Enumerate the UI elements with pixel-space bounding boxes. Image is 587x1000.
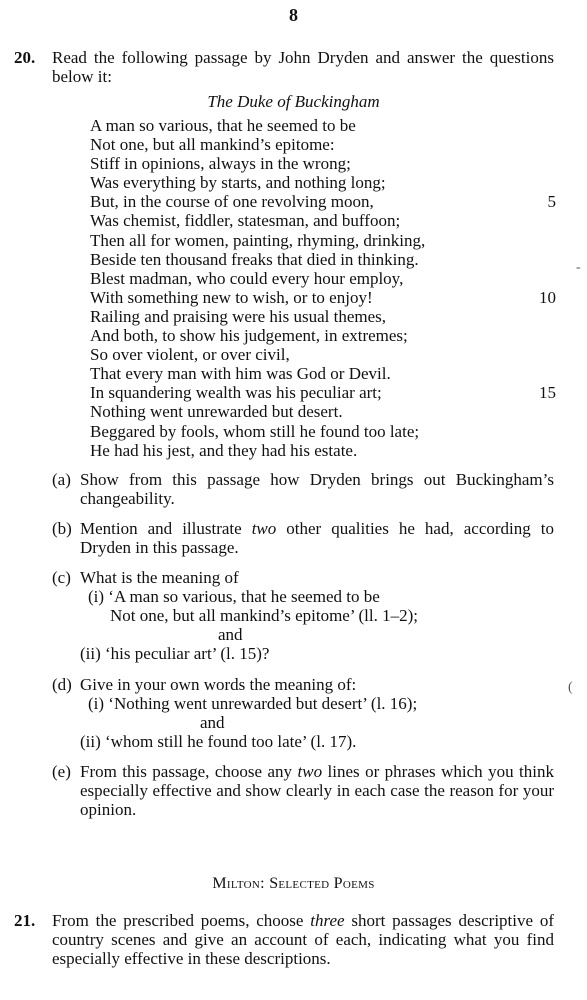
poem-line (90, 269, 556, 288)
poem-line (90, 326, 556, 345)
subquestion-text: Show from this passage how Dryden brings out Buckingham’s changeability. (80, 470, 554, 508)
poem-line-text: With something new to wish, or to enjoy! (90, 287, 373, 307)
subquestion-label: (b) (52, 519, 72, 538)
poem-line-text: Was chemist, fiddler, statesman, and buffoon; (90, 211, 401, 231)
poem-line (90, 383, 556, 402)
line-number: 10 (539, 287, 556, 307)
question-20-prompt: Read the following passage by John Dryden and answer the questions below it: (52, 48, 554, 86)
subquestion-item: (i) ‘Nothing went unrewarded but desert’ (l. 16); (88, 694, 418, 713)
poem-line (90, 192, 556, 211)
subquestion-label: (c) (52, 568, 71, 587)
poem-line-text: Railing and praising were his usual themes, (90, 306, 387, 326)
poem-line-text: Then all for women, painting, rhyming, drinking, (90, 230, 426, 250)
subquestion-label: (d) (52, 675, 72, 694)
poem-line-text: And both, to show his judgement, in extremes; (90, 326, 408, 346)
question-21-number: 21. (14, 911, 36, 930)
poem-line-text: He had his jest, and they had his estate. (90, 440, 358, 460)
poem-title: The Duke of Buckingham (207, 92, 380, 111)
subquestion-d (52, 675, 554, 751)
poem-line (90, 364, 556, 383)
poem-line (90, 116, 556, 135)
poem-line (90, 173, 556, 192)
poem-line-text: Stiff in opinions, always in the wrong; (90, 154, 351, 174)
poem (90, 116, 556, 460)
question-21-text: From the prescribed poems, choose three short passages descriptive of country scenes and give an account of each, indicating what you find especially effective in these descriptions. (52, 911, 554, 968)
poem-line (90, 307, 556, 326)
section-title: Milton: Selected Poems (212, 875, 375, 892)
subquestion-e (52, 762, 554, 819)
poem-line (90, 441, 556, 460)
conjunction: and (200, 713, 225, 732)
line-number: 15 (539, 383, 556, 403)
poem-line (90, 231, 556, 250)
poem-line (90, 250, 556, 269)
subquestion-item-cont: Not one, but all mankind’s epitome’ (ll. 1–2); (110, 606, 418, 625)
poem-line (90, 422, 556, 441)
subquestion-a (52, 470, 554, 508)
subquestion-item: (ii) ‘whom still he found too late’ (l. 17). (80, 732, 357, 751)
poem-line-text: Beside ten thousand freaks that died in thinking. (90, 249, 419, 269)
subquestion-item: (i) ‘A man so various, that he seemed to be (88, 587, 380, 606)
subquestion-item: (ii) ‘his peculiar art’ (l. 15)? (80, 644, 270, 663)
page-number: 8 (289, 5, 298, 25)
conjunction: and (218, 625, 243, 644)
line-number: 5 (547, 192, 556, 212)
subquestion-c (52, 568, 554, 663)
poem-line-text: In squandering wealth was his peculiar art; (90, 383, 382, 403)
subquestion-text: Mention and illustrate two other qualities he had, according to Dryden in this passage. (80, 519, 554, 557)
poem-line-text: Nothing went unrewarded but desert. (90, 402, 343, 422)
poem-line-text: A man so various, that he seemed to be (90, 116, 356, 135)
poem-line-text: But, in the course of one revolving moon, (90, 192, 374, 212)
poem-line-text: Was everything by starts, and nothing long; (90, 173, 386, 193)
poem-line (90, 211, 556, 230)
poem-line-text: So over violent, or over civil, (90, 345, 290, 365)
poem-line-text: Blest madman, who could every hour employ, (90, 268, 404, 288)
question-20-number: 20. (14, 48, 36, 67)
subquestion-b (52, 519, 554, 557)
subquestion-text: What is the meaning of (80, 568, 239, 587)
poem-line-text: Not one, but all mankind’s epitome: (90, 135, 335, 155)
poem-line (90, 402, 556, 421)
poem-line (90, 288, 556, 307)
poem-line (90, 135, 556, 154)
subquestion-label: (e) (52, 762, 71, 781)
margin-mark: ( (568, 680, 573, 695)
poem-line (90, 345, 556, 364)
subquestion-text: From this passage, choose any two lines or phrases which you think especially effective and show clearly in each case the reason for your opinion. (80, 762, 554, 819)
poem-line-text: Beggared by fools, whom still he found too late; (90, 421, 420, 441)
margin-mark: - (576, 260, 581, 275)
subquestion-label: (a) (52, 470, 71, 489)
poem-line-text: That every man with him was God or Devil. (90, 364, 391, 384)
subquestion-text: Give in your own words the meaning of: (80, 675, 357, 694)
poem-line (90, 154, 556, 173)
